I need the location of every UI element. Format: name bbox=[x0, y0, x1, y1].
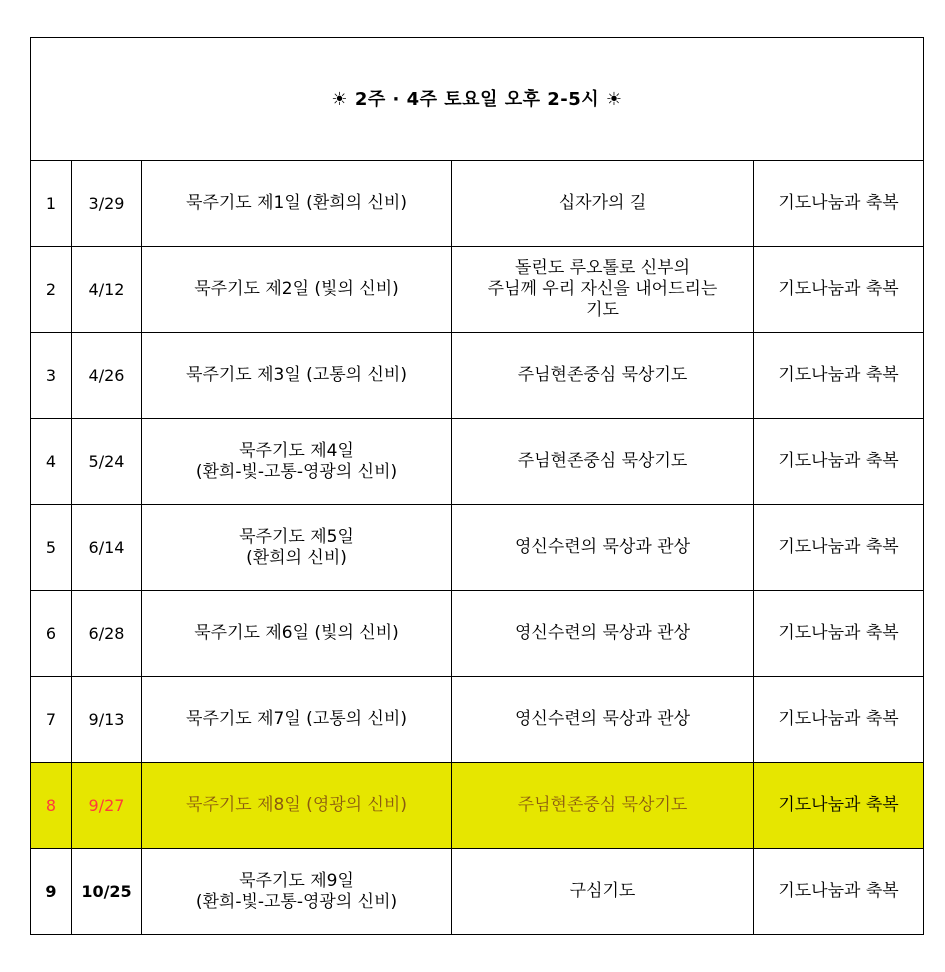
session-prayer-line: 묵주기도 제8일 (영광의 신비) bbox=[186, 795, 407, 815]
session-theme bbox=[452, 161, 754, 247]
session-date: 4/12 bbox=[72, 247, 142, 333]
session-theme bbox=[452, 591, 754, 677]
session-prayer-line: 묵주기도 제5일 bbox=[239, 526, 354, 547]
session-number: 4 bbox=[31, 419, 72, 505]
session-closing: 기도나눔과 축복 bbox=[754, 763, 924, 849]
schedule-title: ☀ 2주 · 4주 토요일 오후 2-5시 ☀ bbox=[31, 38, 924, 161]
session-number: 9 bbox=[31, 849, 72, 935]
session-theme-line: 주님현존중심 묵상기도 bbox=[517, 795, 688, 815]
schedule-table bbox=[30, 37, 924, 935]
session-number: 5 bbox=[31, 505, 72, 591]
session-theme-line: 돌린도 루오톨로 신부의 bbox=[514, 258, 691, 278]
session-prayer bbox=[142, 247, 452, 333]
session-prayer bbox=[142, 161, 452, 247]
session-number: 1 bbox=[31, 161, 72, 247]
session-date: 10/25 bbox=[72, 849, 142, 935]
session-prayer-line: 묵주기도 제6일 (빛의 신비) bbox=[194, 623, 399, 643]
session-theme bbox=[452, 419, 754, 505]
session-closing: 기도나눔과 축복 bbox=[754, 505, 924, 591]
session-date: 3/29 bbox=[72, 161, 142, 247]
session-theme-line: 십자가의 길 bbox=[558, 193, 647, 213]
session-prayer bbox=[142, 419, 452, 505]
session-closing: 기도나눔과 축복 bbox=[754, 161, 924, 247]
session-theme bbox=[452, 505, 754, 591]
session-prayer bbox=[142, 763, 452, 849]
session-prayer-line: (환희의 신비) bbox=[246, 547, 347, 568]
session-prayer bbox=[142, 333, 452, 419]
session-theme-line: 영신수련의 묵상과 관상 bbox=[514, 709, 691, 729]
session-prayer-line: 묵주기도 제9일 bbox=[239, 870, 354, 891]
schedule-row bbox=[31, 247, 924, 333]
schedule-row bbox=[31, 591, 924, 677]
session-date: 4/26 bbox=[72, 333, 142, 419]
session-closing: 기도나눔과 축복 bbox=[754, 591, 924, 677]
session-closing: 기도나눔과 축복 bbox=[754, 677, 924, 763]
session-closing: 기도나눔과 축복 bbox=[754, 849, 924, 935]
session-prayer-line: (환희-빛-고통-영광의 신비) bbox=[195, 891, 398, 912]
schedule-row bbox=[31, 677, 924, 763]
session-theme-line: 기도 bbox=[586, 300, 619, 320]
session-prayer-line: 묵주기도 제3일 (고통의 신비) bbox=[186, 365, 407, 385]
session-date: 6/28 bbox=[72, 591, 142, 677]
session-prayer-line: 묵주기도 제1일 (환희의 신비) bbox=[186, 193, 407, 213]
session-theme-line: 영신수련의 묵상과 관상 bbox=[514, 623, 691, 643]
session-theme-line: 영신수련의 묵상과 관상 bbox=[514, 537, 691, 557]
session-number: 3 bbox=[31, 333, 72, 419]
session-date: 6/14 bbox=[72, 505, 142, 591]
session-prayer bbox=[142, 849, 452, 935]
title-row bbox=[31, 38, 924, 161]
session-theme bbox=[452, 333, 754, 419]
session-prayer-line: 묵주기도 제7일 (고통의 신비) bbox=[186, 709, 407, 729]
schedule-row bbox=[31, 161, 924, 247]
session-theme bbox=[452, 247, 754, 333]
schedule-body bbox=[31, 38, 924, 935]
session-theme-line: 주님현존중심 묵상기도 bbox=[517, 365, 688, 385]
session-closing: 기도나눔과 축복 bbox=[754, 333, 924, 419]
session-prayer-line: 묵주기도 제2일 (빛의 신비) bbox=[194, 279, 399, 299]
session-prayer bbox=[142, 591, 452, 677]
session-theme bbox=[452, 677, 754, 763]
session-prayer-line: (환희-빛-고통-영광의 신비) bbox=[195, 461, 398, 482]
session-prayer bbox=[142, 677, 452, 763]
session-theme bbox=[452, 849, 754, 935]
schedule-row bbox=[31, 333, 924, 419]
session-number: 6 bbox=[31, 591, 72, 677]
session-date: 5/24 bbox=[72, 419, 142, 505]
session-date: 9/13 bbox=[72, 677, 142, 763]
session-prayer-line: 묵주기도 제4일 bbox=[239, 440, 354, 461]
session-closing: 기도나눔과 축복 bbox=[754, 247, 924, 333]
session-closing: 기도나눔과 축복 bbox=[754, 419, 924, 505]
session-number: 7 bbox=[31, 677, 72, 763]
session-theme-line: 주님께 우리 자신을 내어드리는 bbox=[487, 279, 718, 299]
schedule-row bbox=[31, 505, 924, 591]
schedule-row bbox=[31, 763, 924, 849]
schedule-row bbox=[31, 849, 924, 935]
schedule-row bbox=[31, 419, 924, 505]
session-number: 8 bbox=[31, 763, 72, 849]
session-theme bbox=[452, 763, 754, 849]
session-theme-line: 구심기도 bbox=[569, 881, 636, 901]
session-prayer bbox=[142, 505, 452, 591]
session-date: 9/27 bbox=[72, 763, 142, 849]
session-theme-line: 주님현존중심 묵상기도 bbox=[517, 451, 688, 471]
session-number: 2 bbox=[31, 247, 72, 333]
